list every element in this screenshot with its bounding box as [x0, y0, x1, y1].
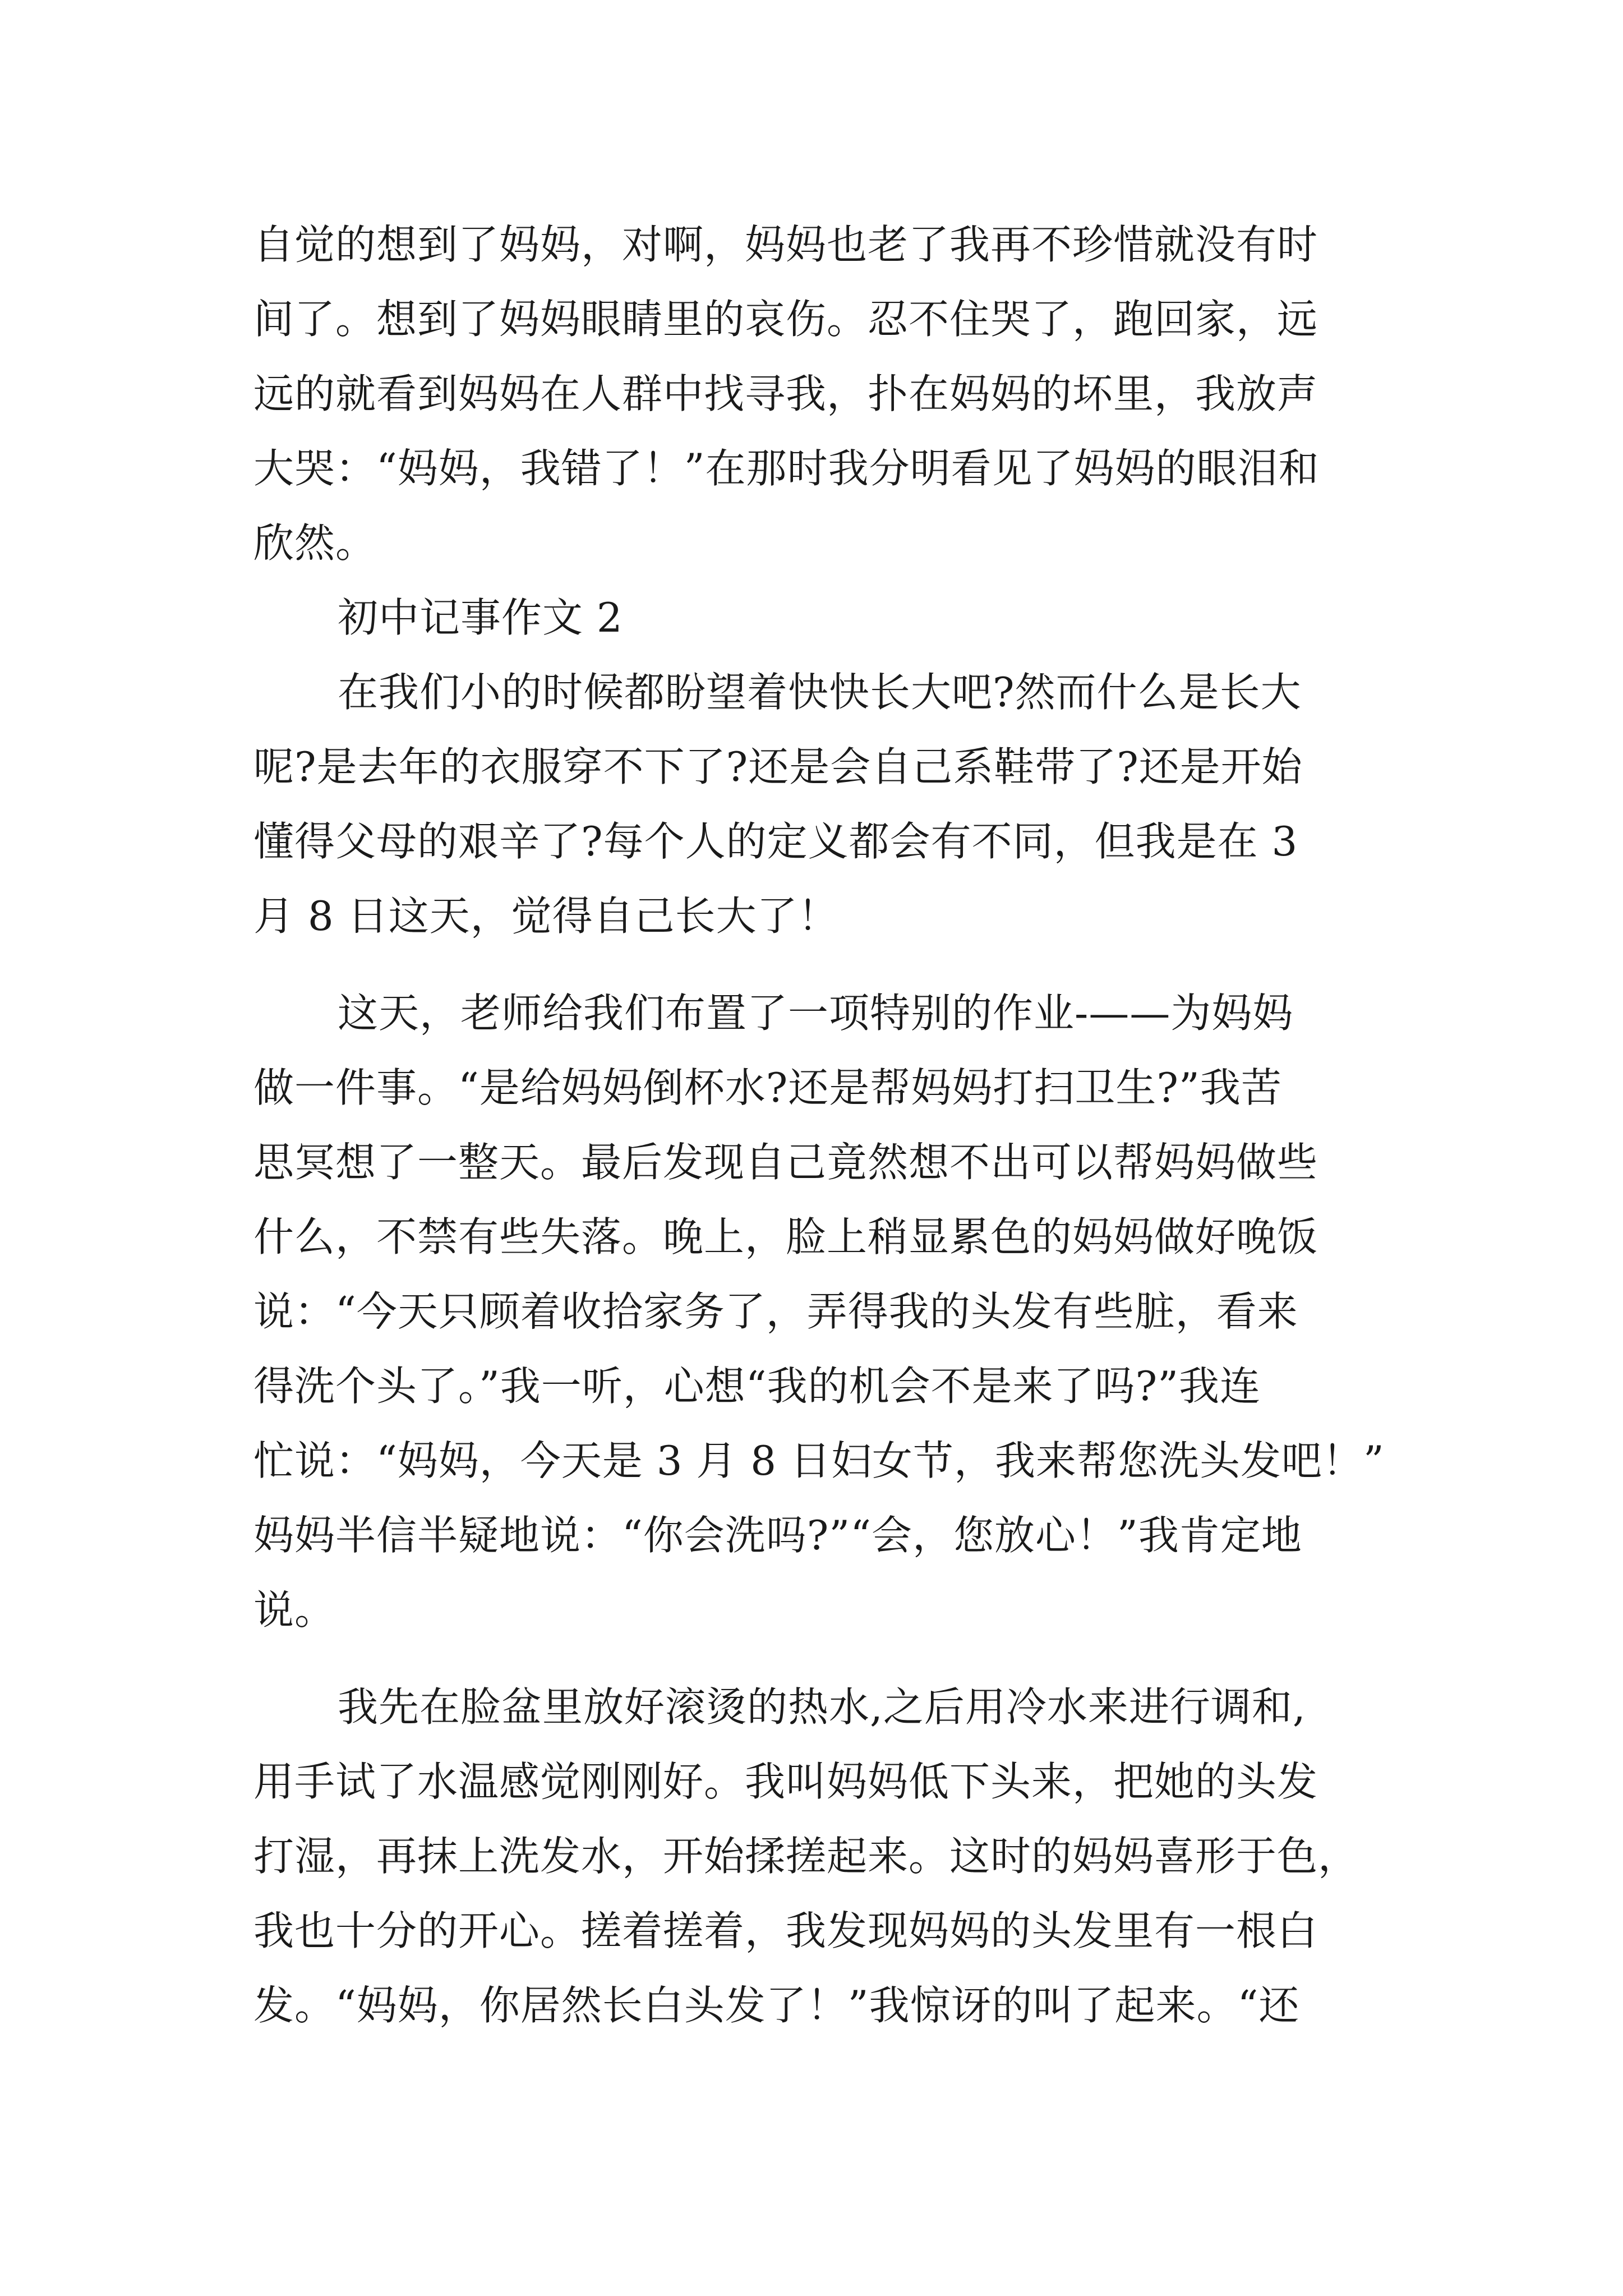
- text-line: 得洗个头了。”我一听，心想“我的机会不是来了吗?”我连: [253, 1363, 1261, 1410]
- text-line: 打湿，再抹上洗发水，开始揉搓起来。这时的妈妈喜形于色，: [253, 1833, 1359, 1880]
- text-line: 间了。想到了妈妈眼睛里的哀伤。忍不住哭了，跑回家，远: [253, 296, 1318, 343]
- paragraph: [253, 976, 1385, 1648]
- text-line: 自觉的想到了妈妈，对啊，妈妈也老了我再不珍惜就没有时: [253, 221, 1318, 268]
- text-line: 月 8 日这天，觉得自己长大了！: [253, 892, 839, 940]
- essay-text: [253, 208, 1385, 2043]
- text-line: 忙说：“妈妈，今天是 3 月 8 日妇女节，我来帮您洗头发吧！”: [253, 1437, 1385, 1484]
- text-line: 在我们小的时候都盼望着快快长大吧?然而什么是长大: [338, 669, 1302, 716]
- text-line: 这天，老师给我们布置了一项特别的作业-——为妈妈: [338, 990, 1294, 1037]
- text-line: 妈妈半信半疑地说：“你会洗吗?”“会，您放心！”我肯定地: [253, 1512, 1302, 1559]
- paragraph: [253, 208, 1375, 581]
- text-line: 说。: [253, 1586, 336, 1634]
- text-line: 我先在脸盆里放好滚烫的热水,之后用冷水来进行调和,: [338, 1683, 1306, 1731]
- text-line: 远的就看到妈妈在人群中找寻我，扑在妈妈的坏里，我放声: [253, 370, 1318, 417]
- section-heading: [253, 581, 1375, 655]
- paragraph: [253, 1670, 1375, 2043]
- text-line: 大哭：“妈妈，我错了！”在那时我分明看见了妈妈的眼泪和: [253, 445, 1320, 492]
- heading-text: 初中记事作文 2: [338, 594, 623, 641]
- text-line: 呢?是去年的衣服穿不下了?还是会自己系鞋带了?还是开始: [253, 743, 1303, 790]
- text-line: 思冥想了一整天。最后发现自己竟然想不出可以帮妈妈做些: [253, 1139, 1318, 1186]
- text-line: 用手试了水温感觉刚刚好。我叫妈妈低下头来，把她的头发: [253, 1758, 1318, 1805]
- text-line: 做一件事。“是给妈妈倒杯水?还是帮妈妈打扫卫生?”我苦: [253, 1064, 1282, 1111]
- text-line: 什么，不禁有些失落。晚上，脸上稍显累色的妈妈做好晚饭: [253, 1213, 1318, 1260]
- text-line: 欣然。: [253, 519, 377, 567]
- text-line: 发。“妈妈，你居然长白头发了！”我惊讶的叫了起来。“还: [253, 1982, 1300, 2029]
- text-line: 说：“今天只顾着收拾家务了，弄得我的头发有些脏，看来: [253, 1288, 1298, 1335]
- text-line: 我也十分的开心。搓着搓着，我发现妈妈的头发里有一根白: [253, 1907, 1318, 1954]
- paragraph: [253, 655, 1375, 954]
- text-line: 懂得父母的艰辛了?每个人的定义都会有不同，但我是在 3: [253, 818, 1298, 865]
